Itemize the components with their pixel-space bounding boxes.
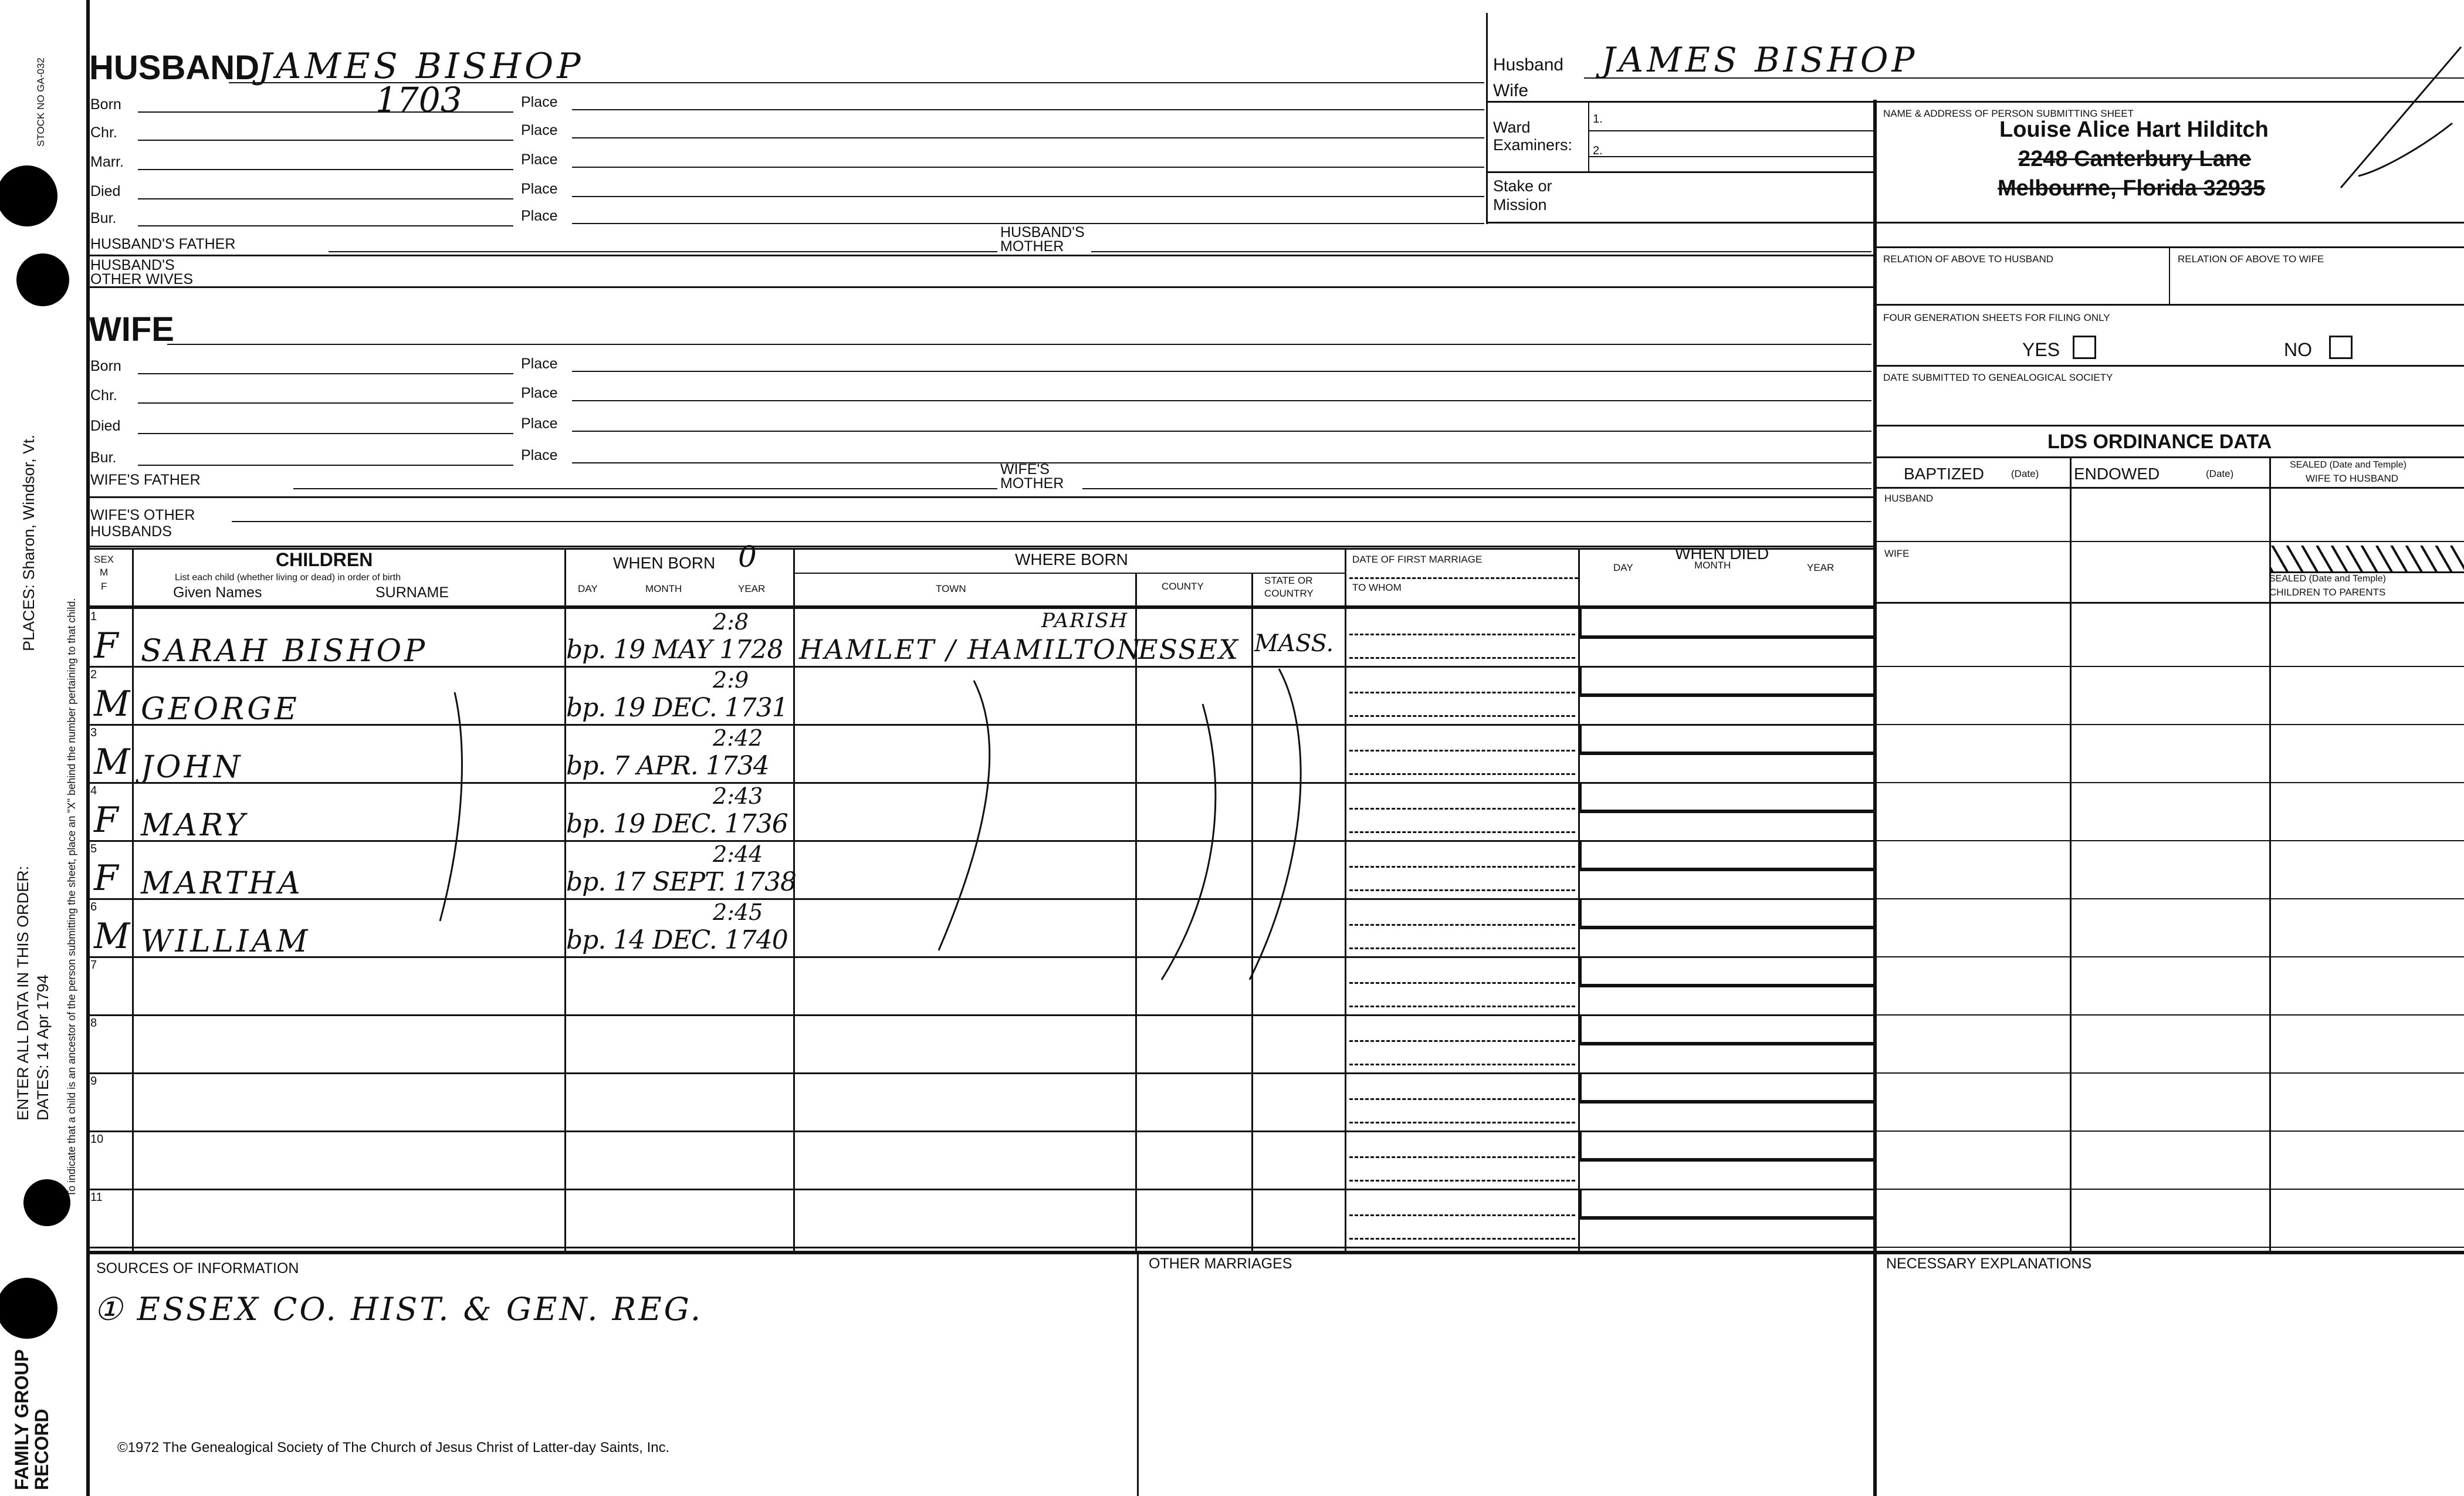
- wife-father-label: WIFE'S FATHER: [90, 472, 201, 488]
- child-number: 9: [90, 1075, 97, 1088]
- wife-place-line: [572, 371, 1871, 372]
- tr-wife-label: Wife: [1493, 81, 1528, 100]
- lds-wife-row: WIFE: [1884, 548, 1910, 559]
- marriage-dash: [1349, 692, 1575, 693]
- husband-field-label: Marr.: [90, 154, 124, 170]
- lds-endowed: ENDOWED: [2074, 465, 2160, 483]
- divider: [1873, 365, 2464, 367]
- wife-other-husbands-line: [232, 521, 1871, 522]
- wife-place-label: Place: [521, 447, 558, 463]
- husband-place-line: [572, 109, 1484, 110]
- husband-label: HUSBAND: [89, 49, 259, 87]
- footer-top: [86, 1251, 2464, 1254]
- lds-row-line: [1873, 1072, 2464, 1074]
- col-where-born: WHERE BORN: [1015, 550, 1128, 568]
- wife-place-label: Place: [521, 415, 558, 432]
- col-children: CHILDREN: [276, 549, 373, 570]
- marriage-dash: [1349, 1098, 1575, 1100]
- child-sex: F: [94, 625, 119, 666]
- marriage-dash: [1349, 808, 1575, 810]
- col-sex-m: M: [100, 567, 109, 578]
- husband-right-border: [1486, 13, 1488, 224]
- died-bracket: [1578, 1190, 1582, 1216]
- child-sex: M: [94, 683, 130, 725]
- lds-row-line: [1873, 956, 2464, 957]
- divider: [86, 496, 1873, 498]
- submitter-label: NAME & ADDRESS OF PERSON SUBMITTING SHEET: [1883, 108, 2134, 119]
- lds-row-line: [1873, 1131, 2464, 1132]
- husband-field-line: [138, 111, 513, 113]
- child-name: WILLIAM: [141, 924, 311, 959]
- children-header-bottom: [86, 605, 1873, 609]
- wife-field-line: [138, 465, 513, 466]
- marriage-dash: [1349, 634, 1575, 635]
- wife-field-label: Born: [90, 358, 121, 374]
- marriage-dash: [1349, 657, 1575, 659]
- header-dash: [1349, 577, 1578, 579]
- child-born: bp. 19 DEC. 1736: [566, 809, 788, 839]
- wife-place-line: [572, 400, 1871, 401]
- child-county: ESSEX: [1138, 634, 1240, 665]
- tr-examiners-label: Examiners:: [1493, 136, 1573, 154]
- yes-checkbox[interactable]: [2073, 336, 2096, 359]
- marriage-dash: [1349, 947, 1575, 949]
- lds-sealed-children-2: CHILDREN TO PARENTS: [2269, 587, 2386, 598]
- husband-father-line: [329, 251, 997, 252]
- lds-title: LDS ORDINANCE DATA: [2047, 431, 2272, 453]
- husband-other-wives-1: HUSBAND'S: [90, 257, 175, 273]
- col-first-marriage: DATE OF FIRST MARRIAGE: [1352, 554, 1483, 565]
- wife-place-label: Place: [521, 356, 558, 372]
- died-bracket: [1578, 1016, 1582, 1042]
- marriage-dash: [1349, 715, 1575, 717]
- wife-field-line: [138, 433, 513, 434]
- other-marriages-label: OTHER MARRIAGES: [1149, 1255, 1292, 1272]
- col-sex-f: F: [101, 581, 107, 592]
- relation-husband-label: RELATION OF ABOVE TO HUSBAND: [1883, 253, 2054, 265]
- husband-mother-label-2: MOTHER: [1000, 238, 1064, 255]
- died-bracket: [1578, 783, 1582, 810]
- died-line: [1578, 984, 1873, 987]
- marriage-dash: [1349, 1156, 1575, 1158]
- lds-row-line: [1873, 1014, 2464, 1016]
- child-sex: F: [94, 858, 119, 899]
- child-number: 5: [90, 842, 97, 855]
- table-row-line: [86, 1189, 1873, 1190]
- wife-field-line: [138, 373, 513, 374]
- marriage-dash: [1349, 750, 1575, 752]
- child-ref: 2:43: [713, 783, 763, 809]
- lds-baptized: BAPTIZED: [1904, 465, 1984, 483]
- died-line: [1578, 635, 1873, 639]
- wife-field-label: Chr.: [90, 387, 117, 404]
- husband-place-line: [572, 167, 1484, 168]
- lds-row-line: [1873, 782, 2464, 783]
- exam-2-line: [1589, 156, 1873, 157]
- marriage-dash: [1349, 831, 1575, 833]
- table-row-line: [86, 1131, 1873, 1132]
- copyright: ©1972 The Genealogical Society of The Church of Jesus Christ of Latter-day Saints, Inc.: [117, 1440, 670, 1456]
- child-number: 2: [90, 668, 97, 681]
- husband-field-label: Died: [90, 183, 121, 199]
- no-checkbox[interactable]: [2329, 336, 2353, 359]
- child-sex: F: [94, 800, 119, 841]
- marriage-dash: [1349, 1040, 1575, 1042]
- marriage-dash: [1349, 1180, 1575, 1182]
- child-ref: 2:45: [713, 899, 763, 925]
- husband-mother-line: [1091, 251, 1871, 252]
- husband-place-line: [572, 196, 1484, 197]
- husband-field-label: Chr.: [90, 124, 117, 141]
- wife-field-label: Bur.: [90, 449, 117, 466]
- tr-stake-label-1: Stake or: [1493, 177, 1552, 195]
- husband-born-year: 1703: [375, 80, 462, 120]
- wife-mother-line: [1082, 488, 1871, 489]
- tr-husband-line: [1584, 77, 2464, 79]
- table-row-line: [86, 1072, 1873, 1074]
- died-line: [1578, 868, 1873, 871]
- col-died-month: MONTH: [1694, 560, 1731, 571]
- husband-field-line: [138, 169, 513, 170]
- four-gen-label: FOUR GENERATION SHEETS FOR FILING ONLY: [1883, 312, 2110, 323]
- tr-ward-label: Ward: [1493, 119, 1531, 136]
- divider: [793, 573, 1345, 574]
- wife-mother-label-1: WIFE'S: [1000, 461, 1050, 478]
- table-row-line: [86, 1247, 1873, 1248]
- col-year: YEAR: [738, 583, 766, 594]
- died-bracket: [1578, 725, 1582, 752]
- ditto-marks: [411, 651, 1379, 991]
- child-born: bp. 19 DEC. 1731: [566, 693, 788, 723]
- child-ref: 2:44: [713, 841, 763, 867]
- tr-husband-label: Husband: [1493, 55, 1564, 75]
- divider: [86, 286, 1873, 288]
- husband-field-line: [138, 225, 513, 226]
- date-submitted-label: DATE SUBMITTED TO GENEALOGICAL SOCIETY: [1883, 372, 2113, 383]
- child-born: bp. 7 APR. 1734: [566, 751, 769, 781]
- punch-hole: [0, 165, 57, 226]
- wife-name-line: [167, 344, 1871, 345]
- died-line: [1578, 1158, 1873, 1162]
- exam-1-line: [1589, 130, 1873, 131]
- divider: [1486, 171, 1873, 173]
- record-title-text: FAMILY GROUP RECORD: [11, 1349, 52, 1490]
- side-places-label: PLACES: Sharon, Windsor, Vt.: [20, 434, 38, 651]
- col-state-1: STATE OR: [1264, 575, 1313, 586]
- divider: [86, 255, 1873, 256]
- husband-place-label: Place: [521, 122, 558, 138]
- side-enter-data: ENTER ALL DATA IN THIS ORDER:: [14, 865, 32, 1121]
- col-died-day: DAY: [1613, 562, 1633, 573]
- tr-stake-label-2: Mission: [1493, 196, 1547, 214]
- died-bracket: [1578, 609, 1582, 635]
- sources-label: SOURCES OF INFORMATION: [96, 1260, 299, 1277]
- divider: [2169, 246, 2170, 304]
- wife-other-husbands-1: WIFE'S OTHER: [90, 507, 195, 523]
- died-line: [1578, 1042, 1873, 1045]
- lds-baptized-date: (Date): [2011, 468, 2039, 479]
- lds-row-line: [1873, 666, 2464, 667]
- lds-sealed-2: WIFE TO HUSBAND: [2306, 473, 2399, 484]
- died-line: [1578, 926, 1873, 929]
- side-dates-label: DATES: 14 Apr 1794: [34, 974, 52, 1121]
- stock-number: STOCK NO GA-032: [35, 57, 46, 147]
- pen-check-mark: [2335, 35, 2464, 194]
- lds-row-line: [1873, 840, 2464, 841]
- wife-place-line: [572, 462, 1871, 463]
- lds-endowed-date: (Date): [2206, 468, 2234, 479]
- lds-husband-row: HUSBAND: [1884, 493, 1934, 504]
- child-name: MARY: [141, 808, 248, 843]
- marriage-dash: [1349, 924, 1575, 926]
- divider: [1873, 541, 2464, 542]
- col-county: COUNTY: [1162, 581, 1204, 592]
- child-sex: M: [94, 742, 130, 783]
- husband-field-line: [138, 140, 513, 141]
- sources-text: ① ESSEX CO. HIST. & GEN. REG.: [94, 1291, 703, 1328]
- wife-label: WIFE: [89, 310, 174, 348]
- record-title: [12, 1314, 52, 1490]
- no-label: NO: [2284, 339, 2312, 360]
- necessary-explanations-label: NECESSARY EXPLANATIONS: [1886, 1255, 2092, 1272]
- wife-place-line: [572, 431, 1871, 432]
- child-name: MARTHA: [141, 866, 303, 901]
- child-ref: 2:8: [713, 609, 749, 635]
- died-line: [1578, 693, 1873, 697]
- husband-father-label: HUSBAND'S FATHER: [90, 236, 236, 252]
- divider: [86, 546, 1873, 547]
- child-ref: 2:9: [713, 667, 749, 693]
- died-line: [1578, 810, 1873, 813]
- side-indicate-note: To indicate that a child is an ancestor of the person submitting the sheet, place an "X" behind the number pertaining to that child.: [66, 598, 77, 1197]
- col-when-born: WHEN BORN: [613, 554, 716, 572]
- submitter-name: Louise Alice Hart Hilditch: [1999, 117, 2269, 142]
- relation-wife-label: RELATION OF ABOVE TO WIFE: [2178, 253, 2324, 265]
- child-name: GEORGE: [141, 692, 300, 727]
- child-born: bp. 17 SEPT. 1738: [566, 867, 796, 897]
- lds-row-line: [1873, 724, 2464, 725]
- wife-father-line: [293, 488, 997, 489]
- child-ref: 2:42: [713, 725, 763, 751]
- divider: [1486, 222, 1873, 224]
- divider: [1873, 304, 2464, 306]
- yes-label: YES: [2022, 339, 2060, 360]
- child-number: 6: [90, 901, 97, 913]
- lds-row-line: [1873, 1189, 2464, 1190]
- husband-mother-label-1: HUSBAND'S: [1000, 224, 1085, 241]
- child-number: 11: [90, 1191, 103, 1204]
- died-bracket: [1578, 957, 1582, 984]
- child-sex: M: [94, 916, 130, 957]
- divider: [1486, 101, 2464, 103]
- divider: [1873, 487, 2464, 489]
- husband-place-label: Place: [521, 208, 558, 224]
- died-bracket: [1578, 899, 1582, 926]
- marriage-dash: [1349, 866, 1575, 868]
- child-number: 1: [90, 610, 97, 623]
- marriage-dash: [1349, 773, 1575, 775]
- child-name: JOHN: [141, 750, 243, 785]
- marriage-dash: [1349, 889, 1575, 891]
- husband-field-line: [138, 198, 513, 199]
- child-born: bp. 19 MAY 1728: [566, 635, 783, 665]
- right-panel-border: [1873, 100, 1877, 1496]
- wife-other-husbands-2: HUSBANDS: [90, 523, 172, 540]
- child-born: bp. 14 DEC. 1740: [566, 925, 788, 955]
- left-border: [86, 0, 90, 1496]
- lds-row-line: [1873, 1247, 2464, 1248]
- died-bracket: [1578, 1074, 1582, 1100]
- col-given: Given Names: [173, 584, 262, 601]
- col-sex: SEX: [94, 554, 114, 565]
- divider: [1873, 222, 2464, 224]
- col-surname: SURNAME: [375, 584, 449, 601]
- child-name: SARAH BISHOP: [141, 634, 428, 669]
- child-state: MASS.: [1254, 630, 1334, 657]
- col-month: MONTH: [645, 583, 682, 594]
- died-bracket: [1578, 841, 1582, 868]
- punch-hole: [16, 253, 69, 306]
- marriage-dash: [1349, 1238, 1575, 1240]
- marriage-dash: [1349, 1006, 1575, 1007]
- col-died-year: YEAR: [1807, 562, 1835, 573]
- wife-field-line: [138, 402, 513, 404]
- wife-mother-label-2: MOTHER: [1000, 475, 1064, 492]
- table-row-line: [86, 1014, 1873, 1016]
- child-number: 7: [90, 959, 97, 972]
- died-line: [1578, 752, 1873, 755]
- col-day: DAY: [578, 583, 598, 594]
- col-when-died: WHEN DIED: [1675, 544, 1769, 563]
- marriage-dash: [1349, 982, 1575, 984]
- husband-name: JAMES BISHOP: [258, 46, 584, 87]
- punch-hole: [23, 1179, 70, 1226]
- footer-divider: [1137, 1251, 1139, 1496]
- divider: [1873, 602, 2464, 604]
- divider: [1873, 456, 2464, 458]
- divider: [1588, 101, 1589, 171]
- child-number: 8: [90, 1017, 97, 1030]
- hatched-block: [2271, 546, 2464, 573]
- marriage-dash: [1349, 1064, 1575, 1065]
- husband-place-label: Place: [521, 151, 558, 168]
- col-to-whom: TO WHOM: [1352, 582, 1402, 593]
- husband-place-label: Place: [521, 94, 558, 110]
- col-state-2: COUNTRY: [1264, 588, 1314, 599]
- child-number: 10: [90, 1133, 104, 1146]
- col-children-note: List each child (whether living or dead) in order of birth: [175, 573, 401, 583]
- lds-row-line: [1873, 898, 2464, 899]
- husband-field-label: Born: [90, 96, 121, 113]
- tr-husband-name: JAMES BISHOP: [1602, 40, 1918, 80]
- died-bracket: [1578, 1132, 1582, 1158]
- died-bracket: [1578, 667, 1582, 693]
- col-town: TOWN: [936, 583, 966, 594]
- husband-place-label: Place: [521, 181, 558, 197]
- died-line: [1578, 1216, 1873, 1220]
- wife-field-label: Died: [90, 418, 121, 434]
- husband-place-line: [572, 137, 1484, 138]
- husband-other-wives-2: OTHER WIVES: [90, 271, 194, 287]
- husband-field-label: Bur.: [90, 210, 117, 226]
- child-town: HAMLET / HAMILTON: [799, 634, 1143, 665]
- lds-sealed-children-1: SEALED (Date and Temple): [2269, 574, 2386, 584]
- child-number: 4: [90, 784, 97, 797]
- divider: [1873, 425, 2464, 427]
- marriage-dash: [1349, 1122, 1575, 1123]
- submitter-street: 2248 Canterbury Lane: [2018, 147, 2252, 171]
- child-number: 3: [90, 726, 97, 739]
- submitter-city: Melbourne, Florida 32935: [1998, 176, 2266, 201]
- died-line: [1578, 1100, 1873, 1104]
- lds-sealed-1: SEALED (Date and Temple): [2290, 460, 2407, 470]
- tr-exam-2: 2.: [1593, 144, 1603, 157]
- child-parish: PARISH: [1041, 609, 1129, 632]
- col-when-born-mark: 0: [738, 540, 757, 574]
- marriage-dash: [1349, 1214, 1575, 1216]
- wife-place-label: Place: [521, 385, 558, 401]
- tr-exam-1: 1.: [1593, 113, 1603, 126]
